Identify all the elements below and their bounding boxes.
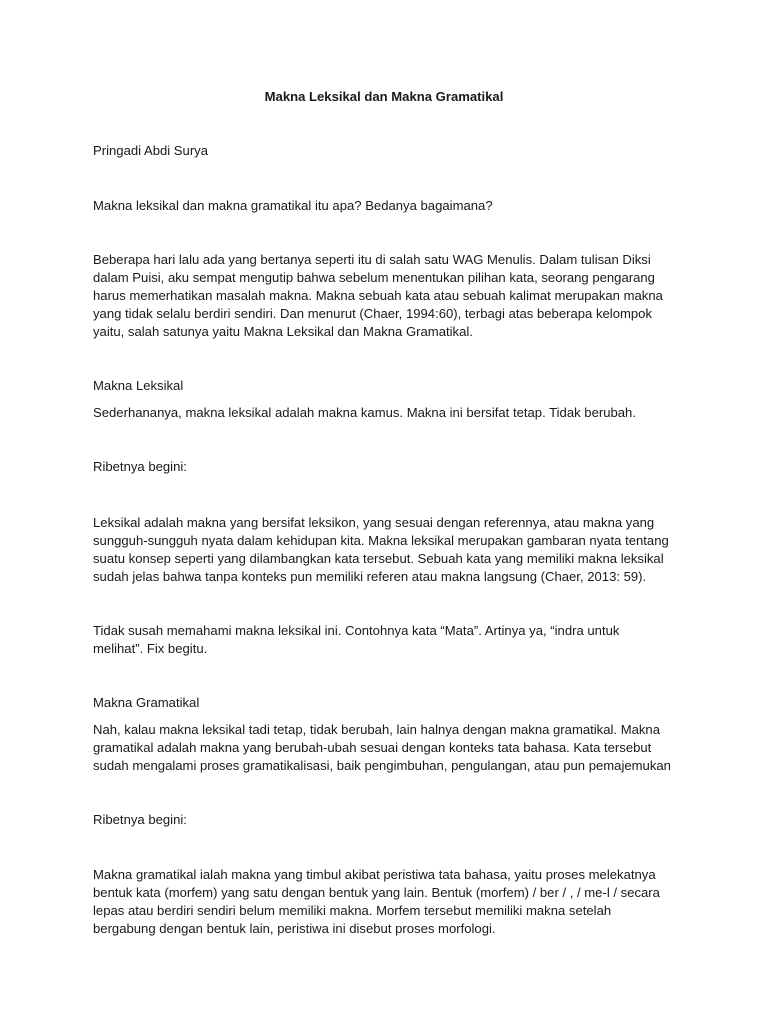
paragraph-line: sudah jelas bahwa tanpa konteks pun memiliki referen atau makna langsung (Chaer, 2013: 59). (93, 569, 647, 584)
author-name: Pringadi Abdi Surya (93, 143, 209, 158)
leksikal-ribet-label: Ribetnya begini: (93, 459, 187, 474)
paragraph-line: Makna gramatikal ialah makna yang timbul akibat peristiwa tata bahasa, yaitu proses melekatnya (93, 867, 656, 882)
gramatikal-ribet-label: Ribetnya begini: (93, 812, 187, 827)
leksikal-summary: Sederhananya, makna leksikal adalah makna kamus. Makna ini bersifat tetap. Tidak berubah. (93, 405, 636, 420)
section-heading-leksikal: Makna Leksikal (93, 378, 184, 393)
paragraph-line: Nah, kalau makna leksikal tadi tetap, tidak berubah, lain halnya dengan makna gramatikal. Makna (93, 722, 661, 737)
question-paragraph: Makna leksikal dan makna gramatikal itu apa? Bedanya bagaimana? (93, 198, 493, 213)
section-heading-gramatikal: Makna Gramatikal (93, 695, 200, 710)
paragraph-line: bentuk kata (morfem) yang satu dengan bentuk yang lain. Bentuk (morfem) / ber / , / me-l / secara (93, 885, 660, 900)
paragraph-line: gramatikal adalah makna yang berubah-ubah sesuai dengan konteks tata bahasa. Kata tersebut (93, 740, 652, 755)
paragraph-line: yang tidak selalu berdiri sendiri. Dan menurut (Chaer, 1994:60), terbagi atas beberapa kelompok (93, 306, 652, 321)
paragraph-line: bergabung dengan bentuk lain, peristiwa ini disebut proses morfologi. (93, 921, 496, 936)
paragraph-line: melihat”. Fix begitu. (93, 641, 208, 656)
paragraph-line: lepas atau berdiri sendiri belum memiliki makna. Morfem tersebut memiliki makna setelah (93, 903, 612, 918)
document-title: Makna Leksikal dan Makna Gramatikal (264, 89, 504, 104)
paragraph-line: sungguh-sungguh nyata dalam kehidupan kita. Makna leksikal merupakan gambaran nyata tentang (93, 533, 669, 548)
paragraph-line: Beberapa hari lalu ada yang bertanya seperti itu di salah satu WAG Menulis. Dalam tulisan Diksi (93, 252, 651, 267)
paragraph-line: suatu konsep seperti yang dilambangkan kata tersebut. Sebuah kata yang memiliki makna leksikal (93, 551, 664, 566)
paragraph-line: sudah mengalami proses gramatikalisasi, baik pengimbuhan, pengulangan, atau pun pemajemukan (93, 758, 671, 773)
paragraph-line: harus memerhatikan masalah makna. Makna sebuah kata atau sebuah kalimat merupakan makna (93, 288, 663, 303)
paragraph-line: yaitu, salah satunya yaitu Makna Leksikal dan Makna Gramatikal. (93, 324, 473, 339)
paragraph-line: Tidak susah memahami makna leksikal ini. Contohnya kata “Mata”. Artinya ya, “indra untuk (93, 623, 620, 638)
paragraph-line: dalam Puisi, aku sempat mengutip bahwa sebelum menentukan pilihan kata, seorang pengarang (93, 270, 655, 285)
paragraph-line: Leksikal adalah makna yang bersifat leksikon, yang sesuai dengan referennya, atau makna yang (93, 515, 655, 530)
